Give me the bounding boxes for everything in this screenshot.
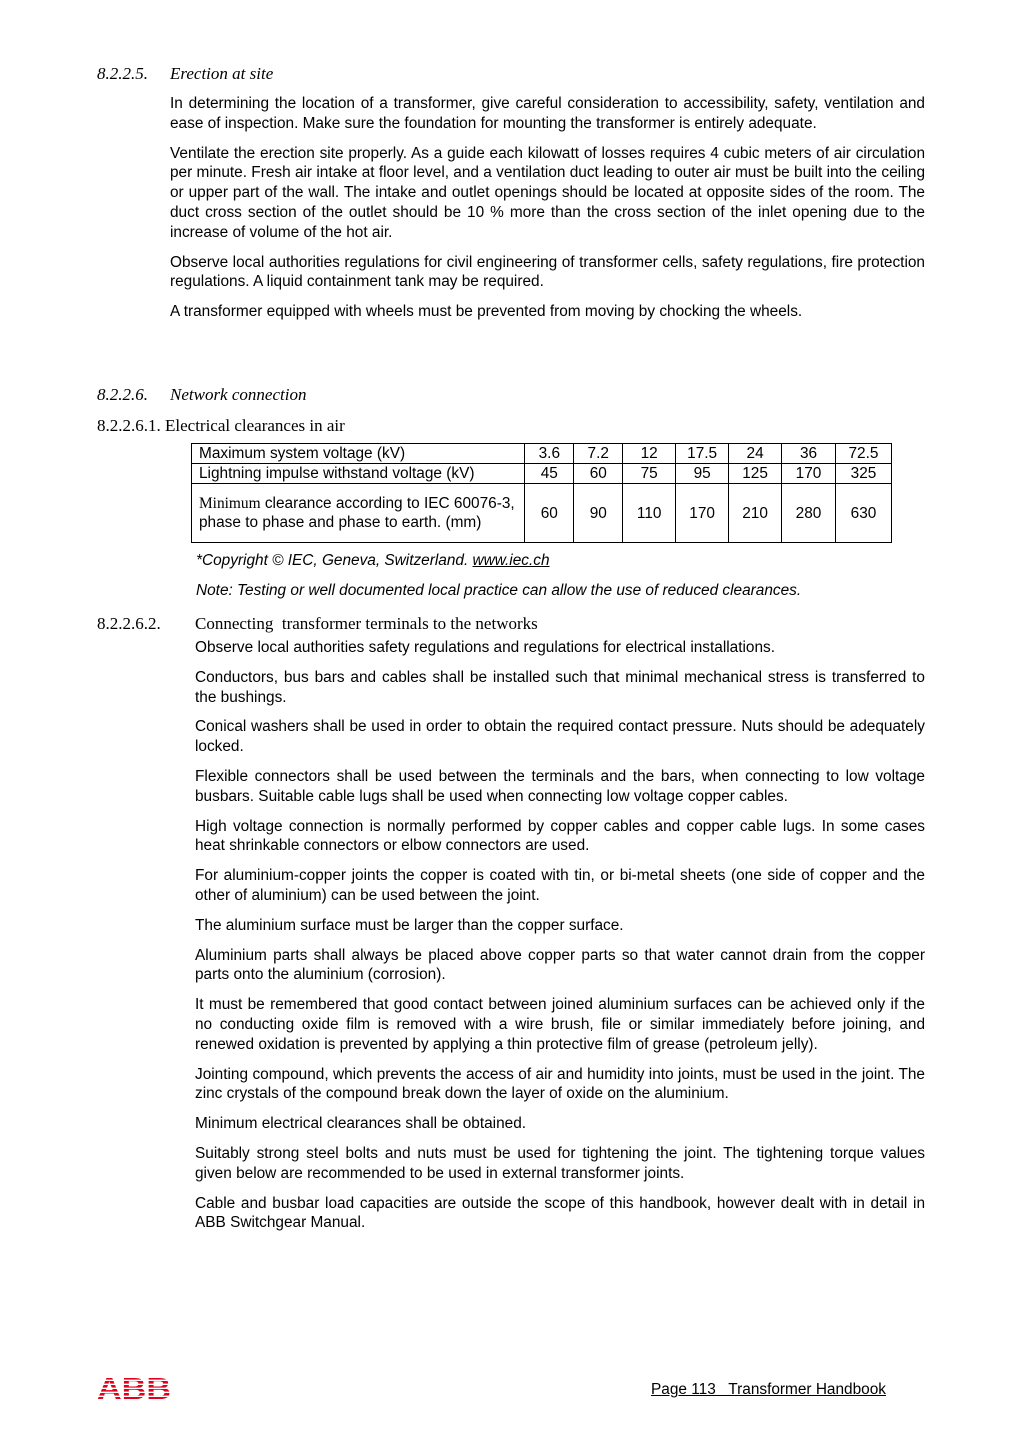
table-cell: 17.5 — [676, 444, 729, 464]
table-cell: 210 — [729, 484, 782, 543]
table-cell: 280 — [782, 484, 836, 543]
section-heading-8-2-2-6-1 — [97, 416, 345, 436]
logo-text: ABB — [97, 1373, 171, 1401]
table-cell: 110 — [623, 484, 676, 543]
section-title: Connecting transformer terminals to the networks — [195, 614, 538, 633]
paragraph: For aluminium-copper joints the copper is coated with tin, or bi-metal sheets (one side of copper and the other of aluminium) can be used between the joint. — [195, 867, 925, 904]
paragraph: Suitably strong steel bolts and nuts must be used for tightening the joint. The tightening torque values given below are recommended to be used in external transformer joints. — [195, 1144, 925, 1182]
section-title: Electrical clearances in air — [165, 416, 345, 435]
section-number: 8.2.2.6.2. — [97, 614, 161, 633]
abb-logo — [97, 1373, 173, 1401]
row-label: Lightning impulse withstand voltage (kV) — [192, 464, 525, 484]
paragraph: Observe local authorities safety regulations and regulations for electrical installations. — [195, 639, 776, 656]
paragraph: Cable and busbar load capacities are outside the scope of this handbook, however dealt with in detail in ABB Switchgear Manual. — [195, 1194, 925, 1232]
table-cell: 170 — [676, 484, 729, 543]
paragraph: Minimum electrical clearances shall be obtained. — [195, 1115, 527, 1133]
table-cell: 72.5 — [835, 444, 891, 464]
paragraph: Conical washers shall be used in order to obtain the required contact pressure. Nuts should be adequately locked. — [195, 718, 925, 756]
table-cell: 24 — [729, 444, 782, 464]
page-footer: Page 113 Transformer Handbook — [651, 1381, 886, 1398]
row-label-first-word: Minimum — [199, 495, 261, 512]
paragraph: It must be remembered that good contact between joined aluminium surfaces can be achieved only if the no conducting oxide film is removed with a wire brush, file or similar immediately before joining, and renewed oxidation is prevented by applying a thin protective film of grease (petroleum jelly). — [195, 996, 925, 1053]
table-cell: 75 — [623, 464, 676, 484]
paragraph: Aluminium parts shall always be placed above copper parts so that water cannot drain from the copper parts onto the aluminium (corrosion). — [195, 946, 925, 984]
section-heading-8-2-2-6-2 — [97, 614, 538, 634]
paragraph: Flexible connectors shall be used between the terminals and the bars, when connecting to low voltage busbars. Suitable cable lugs shall be used when connecting low voltage copper cables. — [195, 767, 925, 805]
table-row — [192, 464, 892, 484]
table-cell: 95 — [676, 464, 729, 484]
copyright-text: *Copyright © IEC, Geneva, Switzerland. — [196, 552, 473, 569]
row-label — [192, 484, 525, 543]
section-title: Erection at site — [170, 64, 274, 83]
table-cell: 90 — [574, 484, 623, 543]
table-cell: 125 — [729, 464, 782, 484]
paragraph: A transformer equipped with wheels must be prevented from moving by chocking the wheels. — [170, 303, 803, 321]
section-heading-8-2-2-5 — [97, 64, 273, 84]
section-heading-8-2-2-6 — [97, 385, 306, 405]
section-number: 8.2.2.6.1. — [97, 416, 161, 435]
table-cell: 7.2 — [574, 444, 623, 464]
table-cell: 325 — [835, 464, 891, 484]
iec-link[interactable]: www.iec.ch — [472, 552, 550, 569]
paragraph: The aluminium surface must be larger than the copper surface. — [195, 916, 624, 934]
table-cell: 630 — [835, 484, 891, 543]
clearance-table — [191, 443, 892, 543]
table-cell: 12 — [623, 444, 676, 464]
row-label: Maximum system voltage (kV) — [192, 444, 525, 464]
paragraph: Conductors, bus bars and cables shall be installed such that minimal mechanical stress is transferred to the bushings. — [195, 668, 925, 706]
section-body-8-2-2-5 — [170, 94, 925, 332]
section-title: Network connection — [170, 385, 307, 404]
clearance-note: Note: Testing or well documented local practice can allow the use of reduced clearances. — [196, 582, 802, 599]
table-row — [192, 444, 892, 464]
table-cell: 170 — [782, 464, 836, 484]
paragraph: Jointing compound, which prevents the access of air and humidity into joints, must be used in the joint. The zinc crystals of the compound break down the layer of oxide on the aluminium. — [195, 1065, 925, 1103]
table-row — [192, 484, 892, 543]
paragraph: In determining the location of a transformer, give careful consideration to accessibility, safety, ventilation and ease of inspection. Make sure the foundation for mounting the transformer is entirely adequate. — [170, 95, 925, 132]
paragraph: Ventilate the erection site properly. As a guide each kilowatt of losses requires 4 cubic meters of air circulation per minute. Fresh air intake at floor level, and a ventilation duct leading to outer air must be built into the ceiling or upper part of the wall. The intake and outlet openings should be located at opposite sides of the room. The duct cross section of the outlet should be 10 % more than the cross section of the inlet opening due to the increase of volume of the hot air. — [170, 144, 925, 241]
section-number: 8.2.2.6. — [97, 385, 148, 404]
section-number: 8.2.2.5. — [97, 64, 148, 83]
paragraph: High voltage connection is normally performed by copper cables and copper cable lugs. In some cases heat shrinkable connectors or elbow connectors are used. — [195, 817, 925, 855]
paragraph: Observe local authorities regulations for civil engineering of transformer cells, safety regulations, fire protection regulations. A liquid containment tank may be required. — [170, 253, 925, 291]
table-cell: 60 — [525, 484, 574, 543]
copyright-note — [196, 552, 550, 570]
table-cell: 60 — [574, 464, 623, 484]
section-body-8-2-2-6-2 — [195, 638, 925, 1243]
table-cell: 45 — [525, 464, 574, 484]
table-cell: 36 — [782, 444, 836, 464]
row-label-rest: clearance according to IEC 60076-3, phase to phase and phase to earth. (mm) — [199, 495, 515, 531]
table-cell: 3.6 — [525, 444, 574, 464]
